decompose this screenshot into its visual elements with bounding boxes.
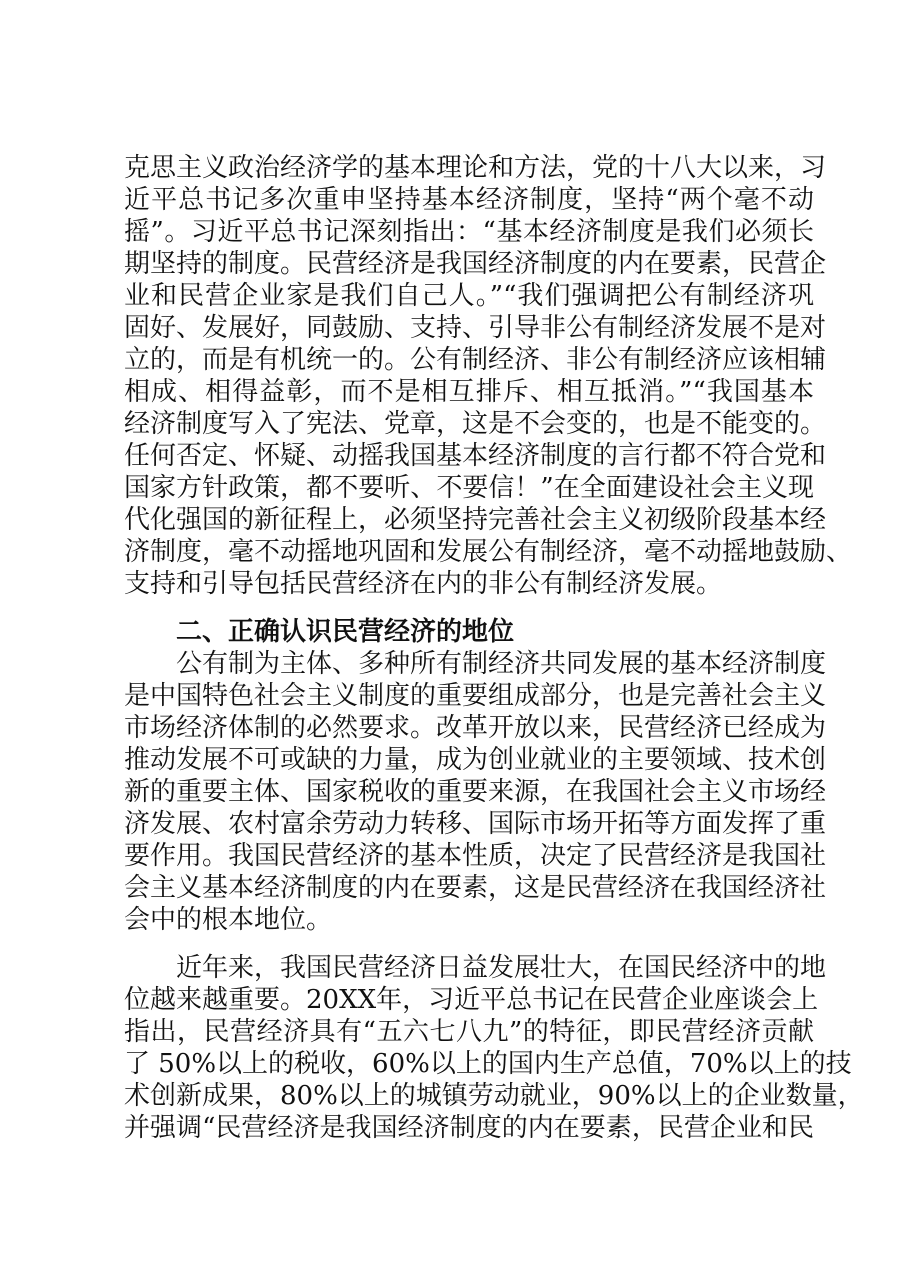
text-line: 代化强国的新征程上，必须坚持完善社会主义初级阶段基本经	[124, 505, 827, 535]
text-line: 国家方针政策，都不要听、不要信！”在全面建设社会主义现	[124, 473, 814, 503]
text-line: 济制度，毫不动摇地巩固和发展公有制经济，毫不动摇地鼓励、	[124, 537, 853, 567]
text-line: 近平总书记多次重申坚持基本经济制度，坚持“两个毫不动	[124, 185, 814, 215]
text-line: 了 50%以上的税收，60%以上的国内生产总值，70%以上的技	[124, 1049, 852, 1079]
text-line: 术创新成果，80%以上的城镇劳动就业，90%以上的企业数量，	[124, 1081, 864, 1111]
text-line: 推动发展不可或缺的力量，成为创业就业的主要领域、技术创	[124, 745, 827, 775]
text-line: 要作用。我国民营经济的基本性质，决定了民营经济是我国社	[124, 841, 827, 871]
text-line: 克思主义政治经济学的基本理论和方法，党的十八大以来，习	[124, 153, 827, 183]
text-line: 立的，而是有机统一的。公有制经济、非公有制经济应该相辅	[124, 345, 827, 375]
text-line: 期坚持的制度。民营经济是我国经济制度的内在要素，民营企	[124, 249, 827, 279]
text-line: 会主义基本经济制度的内在要素，这是民营经济在我国经济社	[124, 873, 827, 903]
text-line: 相成、相得益彰，而不是相互排斥、相互抵消。”“我国基本	[124, 377, 814, 407]
text-line: 任何否定、怀疑、动摇我国基本经济制度的言行都不符合党和	[124, 441, 827, 471]
text-line: 指出，民营经济具有“五六七八九”的特征，即民营经济贡献	[124, 1017, 814, 1047]
text-line: 位越来越重要。20XX年，习近平总书记在民营企业座谈会上	[124, 985, 819, 1015]
text-line: 摇”。习近平总书记深刻指出：“基本经济制度是我们必须长	[124, 217, 814, 247]
text-line: 是中国特色社会主义制度的重要组成部分，也是完善社会主义	[124, 681, 827, 711]
text-line: 支持和引导包括民营经济在内的非公有制经济发展。	[124, 569, 723, 599]
text-line: 新的重要主体、国家税收的重要来源，在我国社会主义市场经	[124, 777, 827, 807]
text-line: 并强调“民营经济是我国经济制度的内在要素，民营企业和民	[124, 1113, 814, 1143]
text-line: 经济制度写入了宪法、党章，这是不会变的，也是不能变的。	[124, 409, 827, 439]
text-line: 济发展、农村富余劳动力转移、国际市场开拓等方面发挥了重	[124, 809, 827, 839]
section-heading: 二、正确认识民营经济的地位	[176, 617, 515, 647]
text-line: 近年来，我国民营经济日益发展壮大，在国民经济中的地	[176, 953, 827, 983]
text-line: 固好、发展好，同鼓励、支持、引导非公有制经济发展不是对	[124, 313, 827, 343]
text-line: 会中的根本地位。	[124, 905, 333, 935]
text-line: 市场经济体制的必然要求。改革开放以来，民营经济已经成为	[124, 713, 827, 743]
text-line: 业和民营企业家是我们自己人。”“我们强调把公有制经济巩	[124, 281, 814, 311]
text-line: 公有制为主体、多种所有制经济共同发展的基本经济制度	[176, 649, 827, 679]
